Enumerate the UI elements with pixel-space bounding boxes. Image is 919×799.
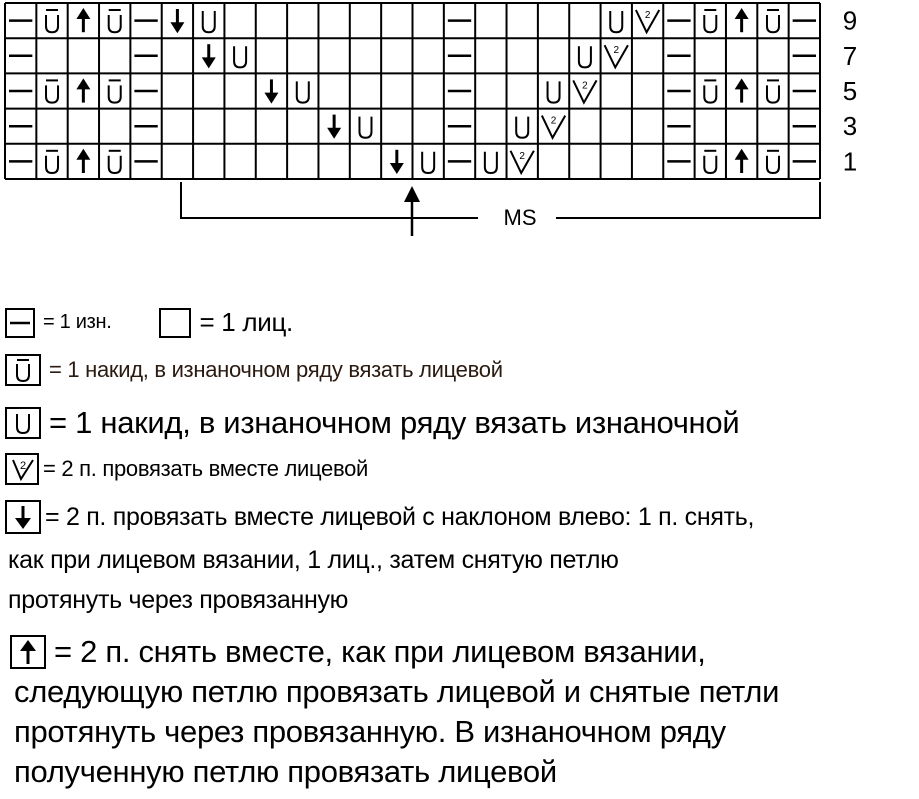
double-decrease-symbol xyxy=(735,149,749,173)
yo-symbol xyxy=(5,407,41,439)
legend-yo-purl xyxy=(5,354,503,386)
repeat-bracket xyxy=(181,182,820,236)
ssk-symbol xyxy=(390,150,404,174)
yarn-over-purl-symbol xyxy=(767,10,779,32)
ssk-symbol xyxy=(202,44,216,68)
center-arrow xyxy=(404,186,420,236)
yarn-over-purl-symbol xyxy=(46,151,58,173)
yarn-over-purl-symbol xyxy=(109,80,121,102)
svg-text:2: 2 xyxy=(519,150,525,162)
double-decrease-symbol xyxy=(735,78,749,102)
repeat-label: MS xyxy=(503,205,537,230)
yo-purl-symbol xyxy=(5,354,41,386)
yarn-over-purl-symbol xyxy=(46,80,58,102)
yarn-over-symbol xyxy=(359,117,371,138)
dash-icon xyxy=(7,310,33,336)
legend-dec-text: = 2 п. снять вместе, как при лицевом вязании, xyxy=(54,634,706,669)
yarn-over-purl-symbol xyxy=(109,151,121,173)
yarn-over-purl-symbol xyxy=(767,80,779,102)
legend-yo-text: = 1 накид, в изнаночном ряду вязать изнаночной xyxy=(49,405,740,440)
svg-text:2: 2 xyxy=(582,80,588,92)
knitting-chart xyxy=(0,0,919,250)
ssk-symbol xyxy=(5,500,41,534)
yarn-over-purl-symbol xyxy=(767,151,779,173)
double-decrease-symbol xyxy=(76,149,90,173)
yarn-over-icon xyxy=(7,409,39,437)
double-decrease-symbol xyxy=(76,78,90,102)
legend-yo-purl-text: = 1 накид, в изнаночном ряду вязать лицевой xyxy=(49,357,503,382)
dec-continuation-1: следующую петлю провязать лицевой и снятые петли xyxy=(14,674,780,709)
yarn-over-symbol xyxy=(203,11,215,32)
dec-continuation-3: полученную петлю провязать лицевой xyxy=(14,754,557,789)
k2tog-symbol xyxy=(511,151,534,173)
legend-ssk xyxy=(5,500,754,534)
legend-k2tog xyxy=(5,453,368,485)
arrow-down-icon xyxy=(7,502,39,532)
svg-text:2: 2 xyxy=(613,45,620,57)
k2tog-symbol xyxy=(605,45,628,67)
arrow-up-icon xyxy=(12,637,44,667)
yarn-over-symbol xyxy=(516,117,528,138)
k2tog-symbol xyxy=(573,80,596,102)
svg-text:2: 2 xyxy=(644,10,651,21)
k2tog-symbol xyxy=(542,116,565,138)
legend-dec xyxy=(10,634,706,670)
legend-purl-text: = 1 изн. xyxy=(43,311,112,333)
dec-symbol xyxy=(10,635,46,669)
legend-ssk-text: = 2 п. провязать вместе лицевой с наклоном влево: 1 п. снять, xyxy=(45,502,755,531)
ssk-symbol xyxy=(170,9,184,33)
yarn-over-purl-symbol xyxy=(109,10,121,32)
yarn-over-symbol xyxy=(234,46,246,67)
row-label: 1 xyxy=(842,146,858,177)
double-decrease-symbol xyxy=(735,8,749,32)
svg-text:2: 2 xyxy=(550,115,557,127)
ssk-continuation-2: протянуть через провязанную xyxy=(8,586,349,614)
legend-k2tog-text: = 2 п. провязать вместе лицевой xyxy=(43,456,369,481)
yarn-over-symbol xyxy=(485,152,497,173)
purl-symbol xyxy=(5,308,35,338)
legend-purl xyxy=(5,307,293,338)
ssk-symbol xyxy=(327,115,341,139)
yarn-over-purl-symbol xyxy=(704,151,716,173)
yarn-over-symbol xyxy=(579,46,591,67)
ssk-continuation-1: как при лицевом вязании, 1 лиц., затем снятую петлю xyxy=(8,546,619,574)
ssk-symbol xyxy=(264,79,278,103)
knit-symbol xyxy=(159,308,191,338)
yarn-over-purl-symbol xyxy=(46,10,58,32)
yarn-over-bar-icon xyxy=(7,356,39,384)
row-label: 7 xyxy=(842,40,858,71)
yarn-over-symbol xyxy=(297,81,309,102)
yarn-over-purl-symbol xyxy=(704,10,716,32)
legend-yo xyxy=(5,405,739,441)
double-decrease-symbol xyxy=(76,8,90,32)
k2tog-symbol xyxy=(5,453,39,485)
row-label: 5 xyxy=(842,76,858,106)
yarn-over-symbol xyxy=(610,11,622,32)
dec-continuation-2: протянуть через провязанную. В изнаночном ряду xyxy=(14,714,726,749)
legend-knit-text: = 1 лиц. xyxy=(199,307,293,337)
svg-text:2: 2 xyxy=(19,460,27,472)
k2tog-symbol xyxy=(636,10,659,32)
row-label: 3 xyxy=(842,111,858,142)
yarn-over-symbol xyxy=(548,81,560,102)
k2tog-icon xyxy=(7,455,37,483)
yarn-over-purl-symbol xyxy=(704,80,716,102)
row-label: 9 xyxy=(842,5,858,36)
yarn-over-symbol xyxy=(422,152,434,173)
